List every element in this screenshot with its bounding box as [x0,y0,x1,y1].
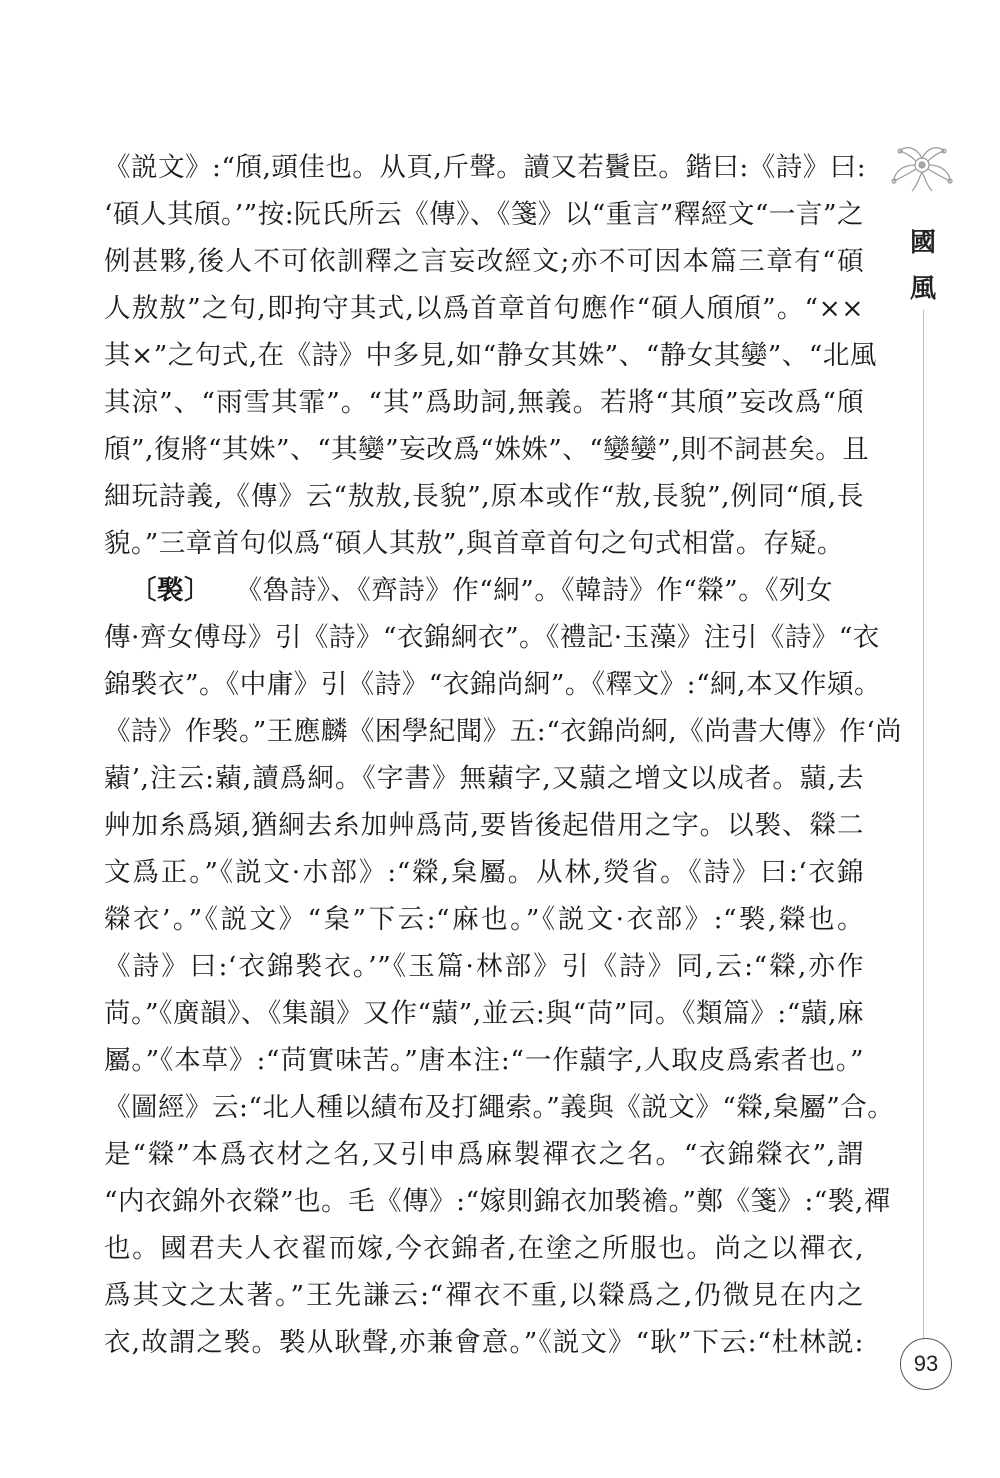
text-line: 人敖敖”之句,即拘守其式,以爲首章首句應作“碩人頎頎”。“×× [104,293,864,324]
text-line: 頎”,復將“其姝”、“其孌”妄改爲“姝姝”、“孌孌”,則不詞甚矣。且 [104,434,870,465]
text-line: 是“檾”本爲衣材之名,又引申爲麻製禪衣之名。“衣錦檾衣”,謂 [104,1139,864,1170]
text-line: 苘。”《廣韻》、《集韻》又作“蘏”,並云:與“苘”同。《類篇》:“蘏,麻 [104,998,864,1029]
entry-headword: 〔褧〕 [130,575,211,606]
entry-text: 《魯詩》、《齊詩》作“絅”。《韓詩》作“檾”。《列女 [249,575,833,606]
text-line: 艸加糸爲熲,猶絅去糸加艸爲苘,要皆後起借用之字。以褧、檾二 [104,810,864,841]
text-line: 其×”之句式,在《詩》中多見,如“静女其姝”、“静女其孌”、“北風 [104,340,877,371]
text-line: 文爲正。”《説文·朩部》:“檾,枲屬。从林,熒省。《詩》曰:‘衣錦 [104,857,864,888]
text-line: “内衣錦外衣檾”也。毛《傳》:“嫁則錦衣加褧襜。”鄭《箋》:“褧,禪 [104,1186,891,1217]
text-line: 也。國君夫人衣翟而嫁,今衣錦者,在塗之所服也。尚之以禪衣, [104,1233,864,1264]
text-line: 檾衣’。”《説文》“枲”下云:“麻也。”《説文·衣部》:“褧,檾也。 [104,904,864,935]
section-title-char: 國 [909,228,936,258]
section-title-char: 風 [909,274,936,304]
text-line: 《説文》:“頎,頭佳也。从頁,斤聲。讀又若鬢臣。鍇曰:《詩》曰: [104,152,867,183]
section-divider [923,310,924,1340]
text-line: 例甚夥,後人不可依訓釋之言妄改經文;亦不可因本篇三章有“碩 [104,246,864,277]
text-line: 傳·齊女傅母》引《詩》“衣錦絅衣”。《禮記·玉藻》注引《詩》“衣 [104,622,880,653]
text-line: 爲其文之太著。”王先謙云:“禪衣不重,以檾爲之,仍微見在内之 [104,1280,864,1311]
text-line: 衣,故謂之褧。褧从耿聲,亦兼會意。”《説文》“耿”下云:“杜林説: [104,1327,864,1358]
section-title [903,220,943,312]
text-line: 其涼”、“雨雪其霏”。“其”爲助詞,無義。若將“其頎”妄改爲“頎 [104,387,864,418]
text-line: 錦褧衣”。《中庸》引《詩》“衣錦尚絅”。《釋文》:“絅,本又作熲。 [104,669,882,700]
page-number: 93 [900,1338,952,1390]
entry-first-line [104,571,864,611]
floral-ornament-icon [886,135,958,195]
text-line: 《詩》曰:‘衣錦褧衣。’”《玉篇·林部》引《詩》同,云:“檾,亦作 [104,951,864,982]
text-line: 屬。”《本草》:“苘實味苦。”唐本注:“一作蘏字,人取皮爲索者也。” [104,1045,864,1076]
text-line: 細玩詩義,《傳》云“敖敖,長貌”,原本或作“敖,長貌”,例同“頎,長 [104,481,864,512]
text-line: 《圖經》云:“北人種以績布及打繩索。”義與《説文》“檾,枲屬”合。 [104,1092,895,1123]
text-line: 蘔’,注云:蘔,讀爲絅。《字書》無蘔字,又蘏之增文以成者。蘏,去 [104,763,864,794]
text-line: 貌。”三章首句似爲“碩人其敖”,與首章首句之句式相當。存疑。 [104,528,844,559]
text-line: 《詩》作褧。”王應麟《困學紀聞》五:“衣錦尚絅,《尚書大傳》作‘尚 [104,716,903,747]
text-line: ‘碩人其頎。’”按:阮氏所云《傳》、《箋》以“重言”釋經文“一言”之 [104,199,864,230]
